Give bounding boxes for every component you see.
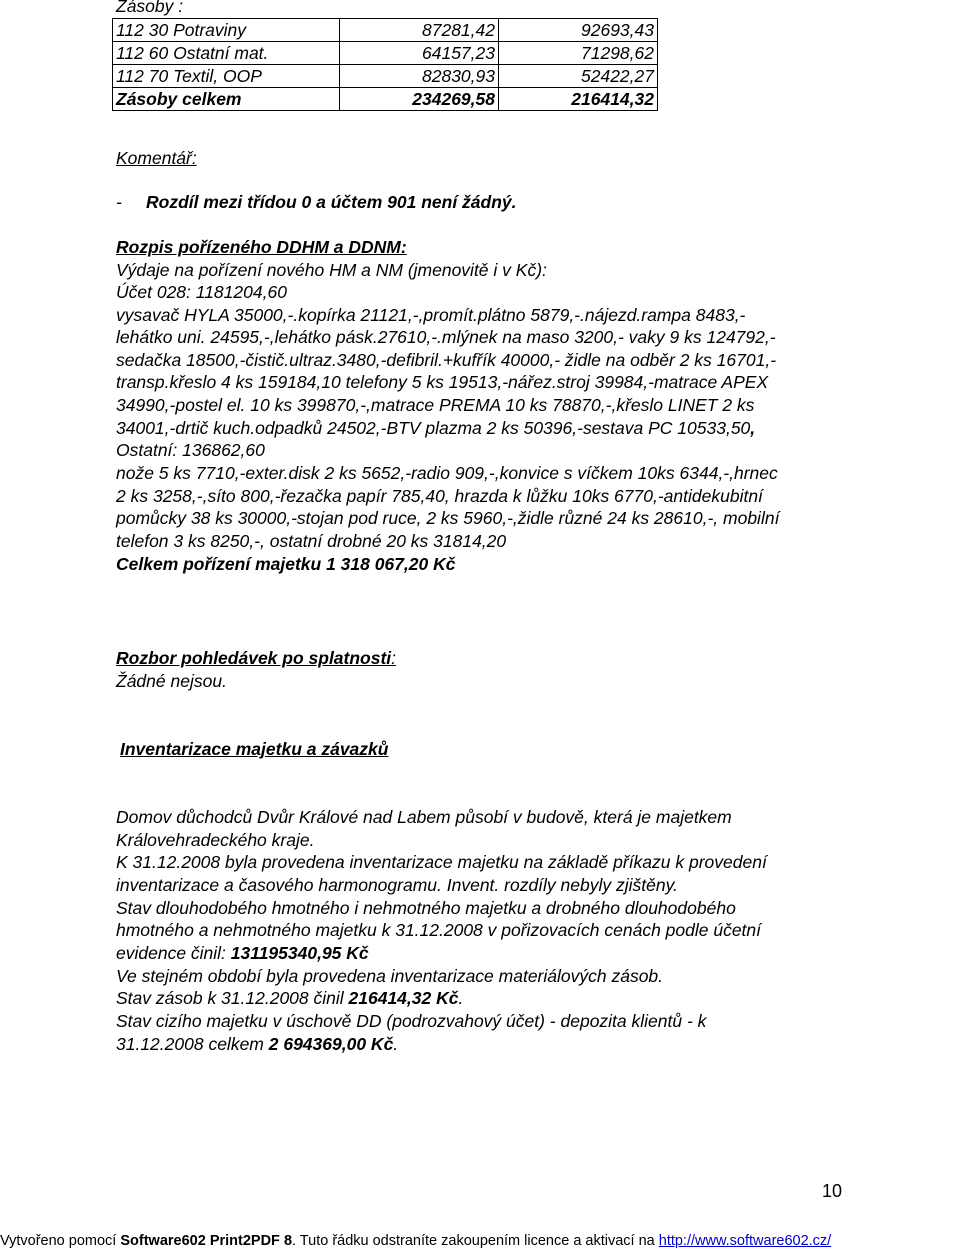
- row-value-1: 82830,93: [340, 65, 499, 88]
- total-value-2: 216414,32: [499, 88, 658, 111]
- inventarizace-amount: 131195340,95 Kč: [230, 943, 369, 963]
- page-number: 10: [822, 1181, 843, 1201]
- pohledavky-heading-colon: :: [391, 648, 397, 668]
- inventarizace-line: Domov důchodců Dvůr Králové nad Labem působí v budově, která je majetkem: [116, 807, 732, 827]
- inventarizace-line: Stav cizího majetku v úschově DD (podrozvahový účet) - depozita klientů - k: [116, 1011, 707, 1031]
- rozpis-line: sedačka 18500,-čistič.ultraz.3480,-defibril.+kufřík 40000,- židle na odběr 2 ks 16701,-: [116, 350, 777, 370]
- rozpis-line: Účet 028: 1181204,60: [116, 282, 287, 302]
- rozpis-line: telefon 3 ks 8250,-, ostatní drobné 20 ks 31814,20: [116, 531, 507, 551]
- pohledavky-text: Žádné nejsou.: [116, 671, 227, 691]
- rozpis-line: vysavač HYLA 35000,-.kopírka 21121,-,promít.plátno 5879,-.nájezd.rampa 8483,-: [116, 305, 746, 325]
- inventarizace-text: .: [393, 1034, 399, 1054]
- inventarizace-text: evidence činil:: [116, 943, 231, 963]
- inventarizace-heading: Inventarizace majetku a závazků: [120, 739, 389, 759]
- rozpis-line-comma: ,: [750, 418, 756, 438]
- rozpis-line: nože 5 ks 7710,-exter.disk 2 ks 5652,-radio 909,-,konvice s víčkem 10ks 6344,-,hrnec: [116, 463, 778, 483]
- row-value-2: 71298,62: [499, 42, 658, 65]
- footer-link[interactable]: http://www.software602.cz/: [658, 1233, 832, 1249]
- inventarizace-line: [116, 987, 463, 1010]
- table-row: [113, 42, 658, 65]
- inventarizace-line: Ve stejném období byla provedena inventarizace materiálových zásob.: [116, 966, 664, 986]
- inventarizace-line: [116, 942, 369, 965]
- inventarizace-amount: 2 694369,00 Kč: [268, 1034, 394, 1054]
- pohledavky-heading-text: Rozbor pohledávek po splatnosti: [116, 648, 392, 668]
- row-label: 112 70 Textil, OOP: [113, 65, 340, 88]
- footer-product: Software602 Print2PDF 8: [120, 1233, 293, 1249]
- row-label: 112 60 Ostatní mat.: [113, 42, 340, 65]
- rozpis-line: 2 ks 3258,-,síto 800,-řezačka papír 785,40, hrazda k lůžku 10ks 6770,-antidekubitní: [116, 486, 763, 506]
- inventarizace-line: K 31.12.2008 byla provedena inventarizace majetku na základě příkazu k provedení: [116, 852, 767, 872]
- rozpis-line: pomůcky 38 ks 30000,-stojan pod ruce, 2 ks 5960,-,židle různé 24 ks 28610,-, mobilní: [116, 508, 780, 528]
- total-value-1: 234269,58: [340, 88, 499, 111]
- komentar-heading: Komentář:: [116, 148, 197, 168]
- table-row: [113, 19, 658, 42]
- row-value-2: 92693,43: [499, 19, 658, 42]
- rozpis-line: transp.křeslo 4 ks 159184,10 telefony 5 ks 19513,-nářez.stroj 39984,-matrace APEX: [116, 372, 769, 392]
- inventarizace-text: .: [458, 988, 464, 1008]
- table-total-row: [113, 88, 658, 111]
- row-label: 112 30 Potraviny: [113, 19, 340, 42]
- row-value-1: 87281,42: [340, 19, 499, 42]
- zasoby-table: [112, 18, 658, 111]
- inventarizace-line: [116, 1033, 398, 1056]
- inventarizace-line: Stav dlouhodobého hmotného i nehmotného majetku a drobného dlouhodobého: [116, 898, 736, 918]
- footer-watermark: [0, 1231, 960, 1251]
- table-row: [113, 65, 658, 88]
- inventarizace-line: hmotného a nehmotného majetku k 31.12.2008 v pořizovacích cenách podle účetní: [116, 920, 762, 940]
- rozpis-heading: Rozpis pořízeného DDHM a DDNM:: [116, 237, 407, 257]
- rozpis-line: [116, 417, 755, 440]
- rozpis-line: Ostatní: 136862,60: [116, 440, 265, 460]
- rozpis-line-text: 34001,-drtič kuch.odpadků 24502,-BTV plazma 2 ks 50396,-sestava PC 10533,50: [116, 418, 751, 438]
- inventarizace-text: Stav zásob k 31.12.2008 činil: [116, 988, 349, 1008]
- total-label: Zásoby celkem: [113, 88, 340, 111]
- inventarizace-text: 31.12.2008 celkem: [116, 1034, 269, 1054]
- footer-text: . Tuto řádku odstraníte zakoupením licence a aktivací na: [292, 1233, 659, 1249]
- footer-text: Vytvořeno pomocí: [0, 1233, 121, 1249]
- rozpis-line: 34990,-postel el. 10 ks 399870,-,matrace PREMA 10 ks 78870,-,křeslo LINET 2 ks: [116, 395, 755, 415]
- rozpis-line: lehátko uni. 24595,-,lehátko pásk.27610,-.mlýnek na maso 3200,- vaky 9 ks 124792,-: [116, 327, 776, 347]
- rozpis-line: Výdaje na pořízení nového HM a NM (jmenovitě i v Kč):: [116, 260, 547, 280]
- row-value-1: 64157,23: [340, 42, 499, 65]
- pohledavky-heading: [116, 647, 396, 670]
- komentar-item: Rozdíl mezi třídou 0 a účtem 901 není žádný.: [146, 192, 517, 212]
- bullet-dash: -: [116, 192, 122, 212]
- row-value-2: 52422,27: [499, 65, 658, 88]
- inventarizace-line: Královehradeckého kraje.: [116, 830, 315, 850]
- inventarizace-line: inventarizace a časového harmonogramu. Invent. rozdíly nebyly zjištěny.: [116, 875, 678, 895]
- inventarizace-amount: 216414,32 Kč: [348, 988, 459, 1008]
- rozpis-total: Celkem pořízení majetku 1 318 067,20 Kč: [116, 554, 456, 574]
- zasoby-heading: Zásoby :: [116, 0, 184, 16]
